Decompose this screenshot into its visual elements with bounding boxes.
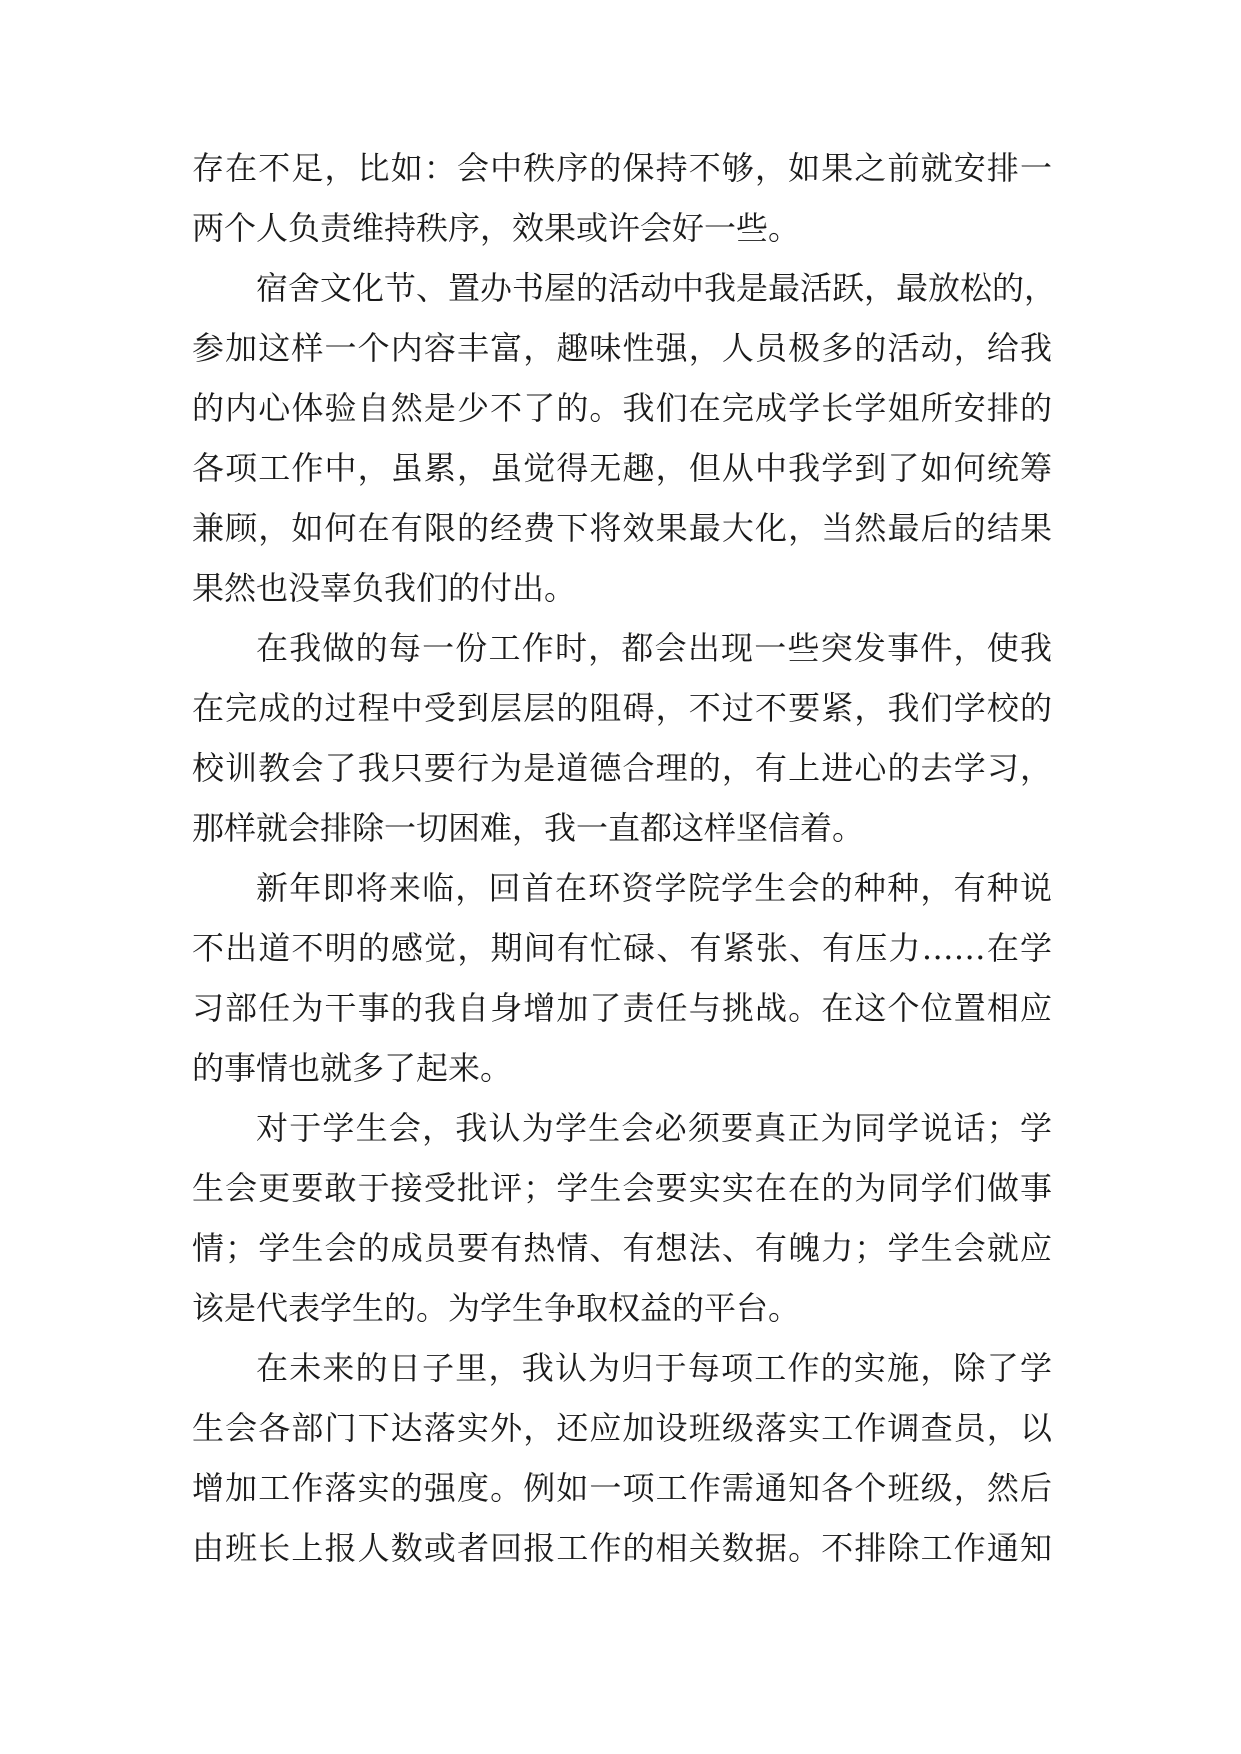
paragraph-line: 的内心体验自然是少不了的。我们在完成学长学姐所安排的 (192, 389, 1052, 427)
paragraph-line: 那样就会排除一切困难，我一直都这样坚信着。 (192, 809, 865, 847)
paragraph-line: 习部任为干事的我自身增加了责任与挑战。在这个位置相应 (192, 989, 1052, 1027)
paragraph-line: 宿舍文化节、置办书屋的活动中我是最活跃，最放松的， (256, 269, 1057, 307)
paragraph-line: 兼顾，如何在有限的经费下将效果最大化，当然最后的结果 (192, 509, 1052, 547)
paragraph-line: 各项工作中，虽累，虽觉得无趣，但从中我学到了如何统筹 (192, 449, 1052, 487)
paragraph-line: 新年即将来临，回首在环资学院学生会的种种，有种说 (256, 869, 1052, 907)
paragraph-line: 校训教会了我只要行为是道德合理的，有上进心的去学习， (192, 749, 1052, 787)
paragraph-line: 生会更要敢于接受批评；学生会要实实在在的为同学们做事 (192, 1169, 1052, 1207)
paragraph-line: 参加这样一个内容丰富，趣味性强，人员极多的活动，给我 (192, 329, 1052, 367)
paragraph-line: 的事情也就多了起来。 (192, 1049, 513, 1087)
paragraph-line: 增加工作落实的强度。例如一项工作需通知各个班级，然后 (192, 1469, 1052, 1507)
paragraph-line: 在我做的每一份工作时，都会出现一些突发事件，使我 (256, 629, 1052, 667)
paragraph-line: 不出道不明的感觉，期间有忙碌、有紧张、有压力……在学 (192, 929, 1052, 967)
paragraph-line: 由班长上报人数或者回报工作的相关数据。不排除工作通知 (192, 1529, 1052, 1567)
paragraph-line: 该是代表学生的。为学生争取权益的平台。 (192, 1289, 801, 1327)
paragraph-line: 果然也没辜负我们的付出。 (192, 569, 577, 607)
paragraph-line: 在未来的日子里，我认为归于每项工作的实施，除了学 (256, 1349, 1052, 1387)
paragraph-line: 生会各部门下达落实外，还应加设班级落实工作调查员，以 (192, 1409, 1052, 1447)
paragraph-line: 存在不足，比如：会中秩序的保持不够，如果之前就安排一 (192, 149, 1052, 187)
paragraph-line: 在完成的过程中受到层层的阻碍，不过不要紧，我们学校的 (192, 689, 1052, 727)
document-body (192, 138, 1057, 1578)
paragraph-line: 情；学生会的成员要有热情、有想法、有魄力；学生会就应 (192, 1229, 1052, 1267)
paragraph-line: 对于学生会，我认为学生会必须要真正为同学说话；学 (256, 1109, 1052, 1147)
paragraph-line: 两个人负责维持秩序，效果或许会好一些。 (192, 209, 801, 247)
